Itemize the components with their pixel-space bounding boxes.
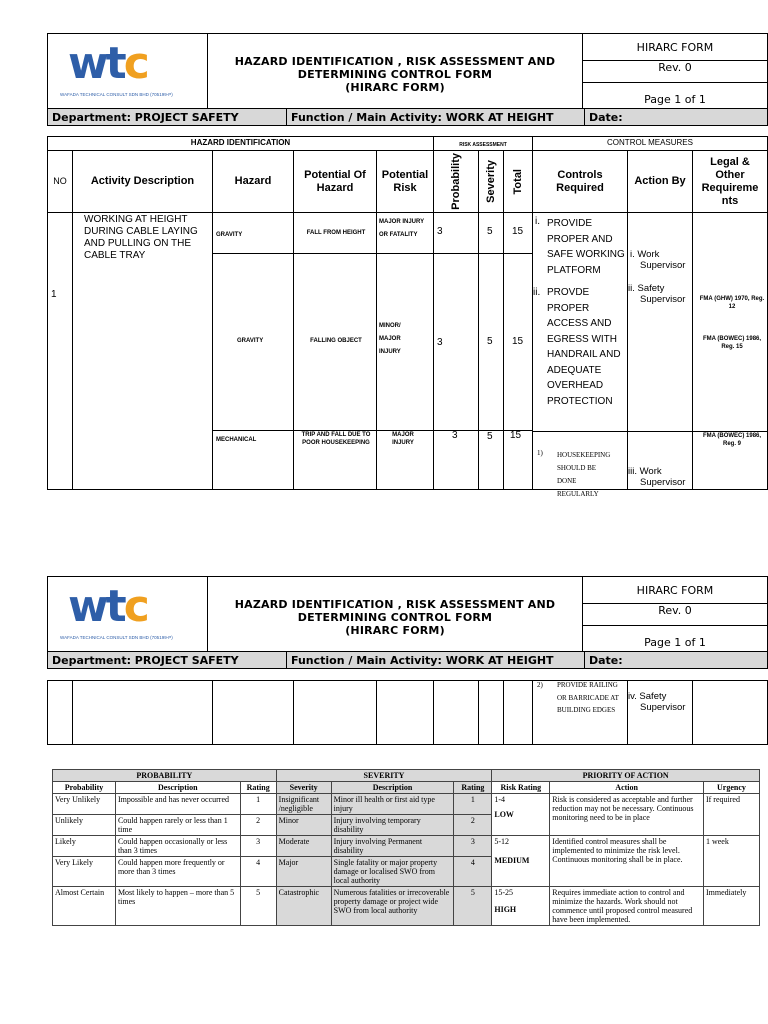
controls-cell: i. PROVIDE PROPER AND SAFE WORKING PLATFORM ii. PROVDE PROPER ACCESS AND EGRESS WITH HANDRAIL AND ADEQUATE OVERHEAD PROTECTION	[532, 212, 628, 432]
legend-row: Likely Could happen occasionally or less than 3 times 3 Moderate Injury involving Permanent disability 3 5-12 MEDIUM Identified control measures shall be implemented to minimize the risk level. Continuous monitoring shall be in place. 1 week	[53, 836, 760, 857]
form-name: HIRARC FORM	[583, 34, 768, 61]
company-logo: wtc	[68, 581, 147, 632]
legend-sub: Rating	[454, 782, 492, 794]
legend-row: Very Likely Could happen more frequently or more than 3 times 4 Major Single fatality or major property damage or localised SWO from local authority 4	[53, 857, 760, 887]
col-total: Total	[503, 150, 533, 213]
legend-sub: Probability	[53, 782, 116, 794]
company-logo-cell-2	[48, 577, 208, 659]
cont-cell	[47, 680, 73, 745]
table-row: MECHANICAL	[212, 430, 294, 490]
info-bar-2	[47, 651, 768, 669]
legend-row: Very Unlikely Impossible and has never occurred 1 Insignificant /negligible Minor ill health or first aid type injury 1 1-4 LOW Risk is considered as acceptable and further reduction may not be necessary. Continuous monitoring need to be in place If required	[53, 794, 760, 815]
form-title-2: HAZARD IDENTIFICATION , RISK ASSESSMENT AND DETERMINING CONTROL FORM (HIRARC FORM)	[208, 577, 583, 659]
legend-sub: Severity	[276, 782, 331, 794]
legend-sub: Rating	[240, 782, 276, 794]
form-page: Page 1 of 1	[583, 83, 768, 116]
form-name-2: HIRARC FORM	[583, 577, 768, 604]
cell-no: 1	[47, 212, 73, 490]
priority-low: 1-4 LOW	[492, 794, 550, 836]
section-risk-assessment: RISK ASSESSMENT	[433, 136, 533, 151]
col-potential-hazard: Potential Of Hazard	[293, 150, 377, 213]
cell-activity: WORKING AT HEIGHT DURING CABLE LAYING AND PULLING ON THE CABLE TRAY	[72, 212, 213, 490]
col-probability: Probability	[433, 150, 479, 213]
col-hazard: Hazard	[212, 150, 294, 213]
date-field-2: Date:	[589, 654, 623, 667]
form-header	[47, 33, 768, 116]
company-logo-cell	[48, 34, 208, 116]
company-tagline-2: WAFADA TECHNICAL CONSULT SDN BHD (705199-P)	[60, 635, 173, 640]
priority-medium: 5-12 MEDIUM	[492, 836, 550, 887]
legend-severity-header: SEVERITY	[276, 770, 492, 782]
col-controls: Controls Required	[532, 150, 628, 213]
date-field: Date:	[589, 111, 623, 124]
col-no: NO	[47, 150, 73, 213]
col-legal: Legal & Other Requireme nts	[692, 150, 768, 213]
col-potential-risk: Potential Risk	[376, 150, 434, 213]
row1-total: 15	[503, 212, 533, 254]
controls-cell-4: 2) PROVIDE RAILING OR BARRICADE AT BUILDING EDGES	[532, 680, 628, 745]
company-tagline: WAFADA TECHNICAL CONSULT SDN BHD (705199-P)	[60, 92, 173, 97]
risk-matrix-legend	[52, 769, 760, 926]
company-logo: wtc	[68, 38, 147, 89]
row1-potential-risk: MAJOR INJURY OR FATALITY	[376, 212, 434, 254]
action-by-cell-3: iii. Work Supervisor	[627, 431, 693, 490]
row1-potential-hazard: FALL FROM HEIGHT	[293, 212, 377, 254]
section-hazard-identification: HAZARD IDENTIFICATION	[47, 136, 434, 151]
legend-sub: Description	[331, 782, 454, 794]
info-bar	[47, 108, 768, 126]
action-by-cell-4: iv. Safety Supervisor	[627, 680, 693, 745]
section-control-measures: CONTROL MEASURES	[532, 136, 768, 151]
cont-cell	[376, 680, 434, 745]
table-row: GRAVITY	[212, 253, 294, 431]
cont-cell	[433, 680, 479, 745]
row2-probability: 3	[433, 253, 479, 431]
function-activity-2: Function / Main Activity: WORK AT HEIGHT	[287, 652, 585, 668]
cont-cell	[692, 680, 768, 745]
table-row: GRAVITY	[212, 212, 294, 254]
col-action-by: Action By	[627, 150, 693, 213]
action-by-cell: i. Work Supervisor ii. Safety Supervisor	[627, 212, 693, 432]
row2-total: 15	[503, 253, 533, 431]
priority-high: 15-25 HIGH	[492, 887, 550, 926]
cont-cell	[503, 680, 533, 745]
row1-probability: 3	[433, 212, 479, 254]
cont-cell	[72, 680, 213, 745]
legend-priority-header: PRIORITY OF ACTION	[492, 770, 760, 782]
form-rev: Rev. 0	[583, 61, 768, 83]
legend-probability-header: PROBABILITY	[53, 770, 277, 782]
legal-cell: FMA (GHW) 1970, Reg. 12 FMA (BOWEC) 1986, Reg. 15	[692, 212, 768, 432]
col-activity: Activity Description	[72, 150, 213, 213]
row3-total: 15	[503, 430, 533, 490]
row2-severity: 5	[478, 253, 504, 431]
legal-cell-3: FMA (BOWEC) 1986, Reg. 9	[692, 431, 768, 490]
row3-potential-hazard: TRIP AND FALL DUE TO POOR HOUSEKEEPING	[293, 430, 377, 490]
form-title: HAZARD IDENTIFICATION , RISK ASSESSMENT AND DETERMINING CONTROL FORM (HIRARC FORM)	[208, 34, 583, 116]
legend-row: Unlikely Could happen rarely or less than 1 time 2 Minor Injury involving temporary disability 2	[53, 815, 760, 836]
cont-cell	[478, 680, 504, 745]
department: Department: PROJECT SAFETY	[48, 109, 287, 125]
function-activity: Function / Main Activity: WORK AT HEIGHT	[287, 109, 585, 125]
legend-row: Almost Certain Most likely to happen – more than 5 times 5 Catastrophic Numerous fatalities or irrecoverable property damage or project wide SWO from local authority 5 15-25 HIGH Requires immediate action to control and minimize the hazards. Work should not commence until proposed control measured have been implemented. Immediately	[53, 887, 760, 926]
row2-potential-risk: MINOR/ MAJOR INJURY	[376, 253, 434, 431]
department-2: Department: PROJECT SAFETY	[48, 652, 287, 668]
controls-cell-3: 1) HOUSEKEEPING SHOULD BE DONE REGULARLY	[532, 431, 628, 490]
form-rev-2: Rev. 0	[583, 604, 768, 626]
legend-sub: Urgency	[703, 782, 759, 794]
cont-cell	[212, 680, 294, 745]
col-severity: Severity	[478, 150, 504, 213]
row3-probability: 3	[433, 430, 479, 490]
row3-potential-risk: MAJOR INJURY	[376, 430, 434, 490]
cont-cell	[293, 680, 377, 745]
legend-sub: Action	[550, 782, 704, 794]
row1-severity: 5	[478, 212, 504, 254]
row2-potential-hazard: FALLING OBJECT	[293, 253, 377, 431]
legend-sub: Description	[115, 782, 240, 794]
form-header-2	[47, 576, 768, 659]
legend-sub: Risk Rating	[492, 782, 550, 794]
row3-severity: 5	[478, 430, 504, 490]
form-page-2: Page 1 of 1	[583, 626, 768, 659]
